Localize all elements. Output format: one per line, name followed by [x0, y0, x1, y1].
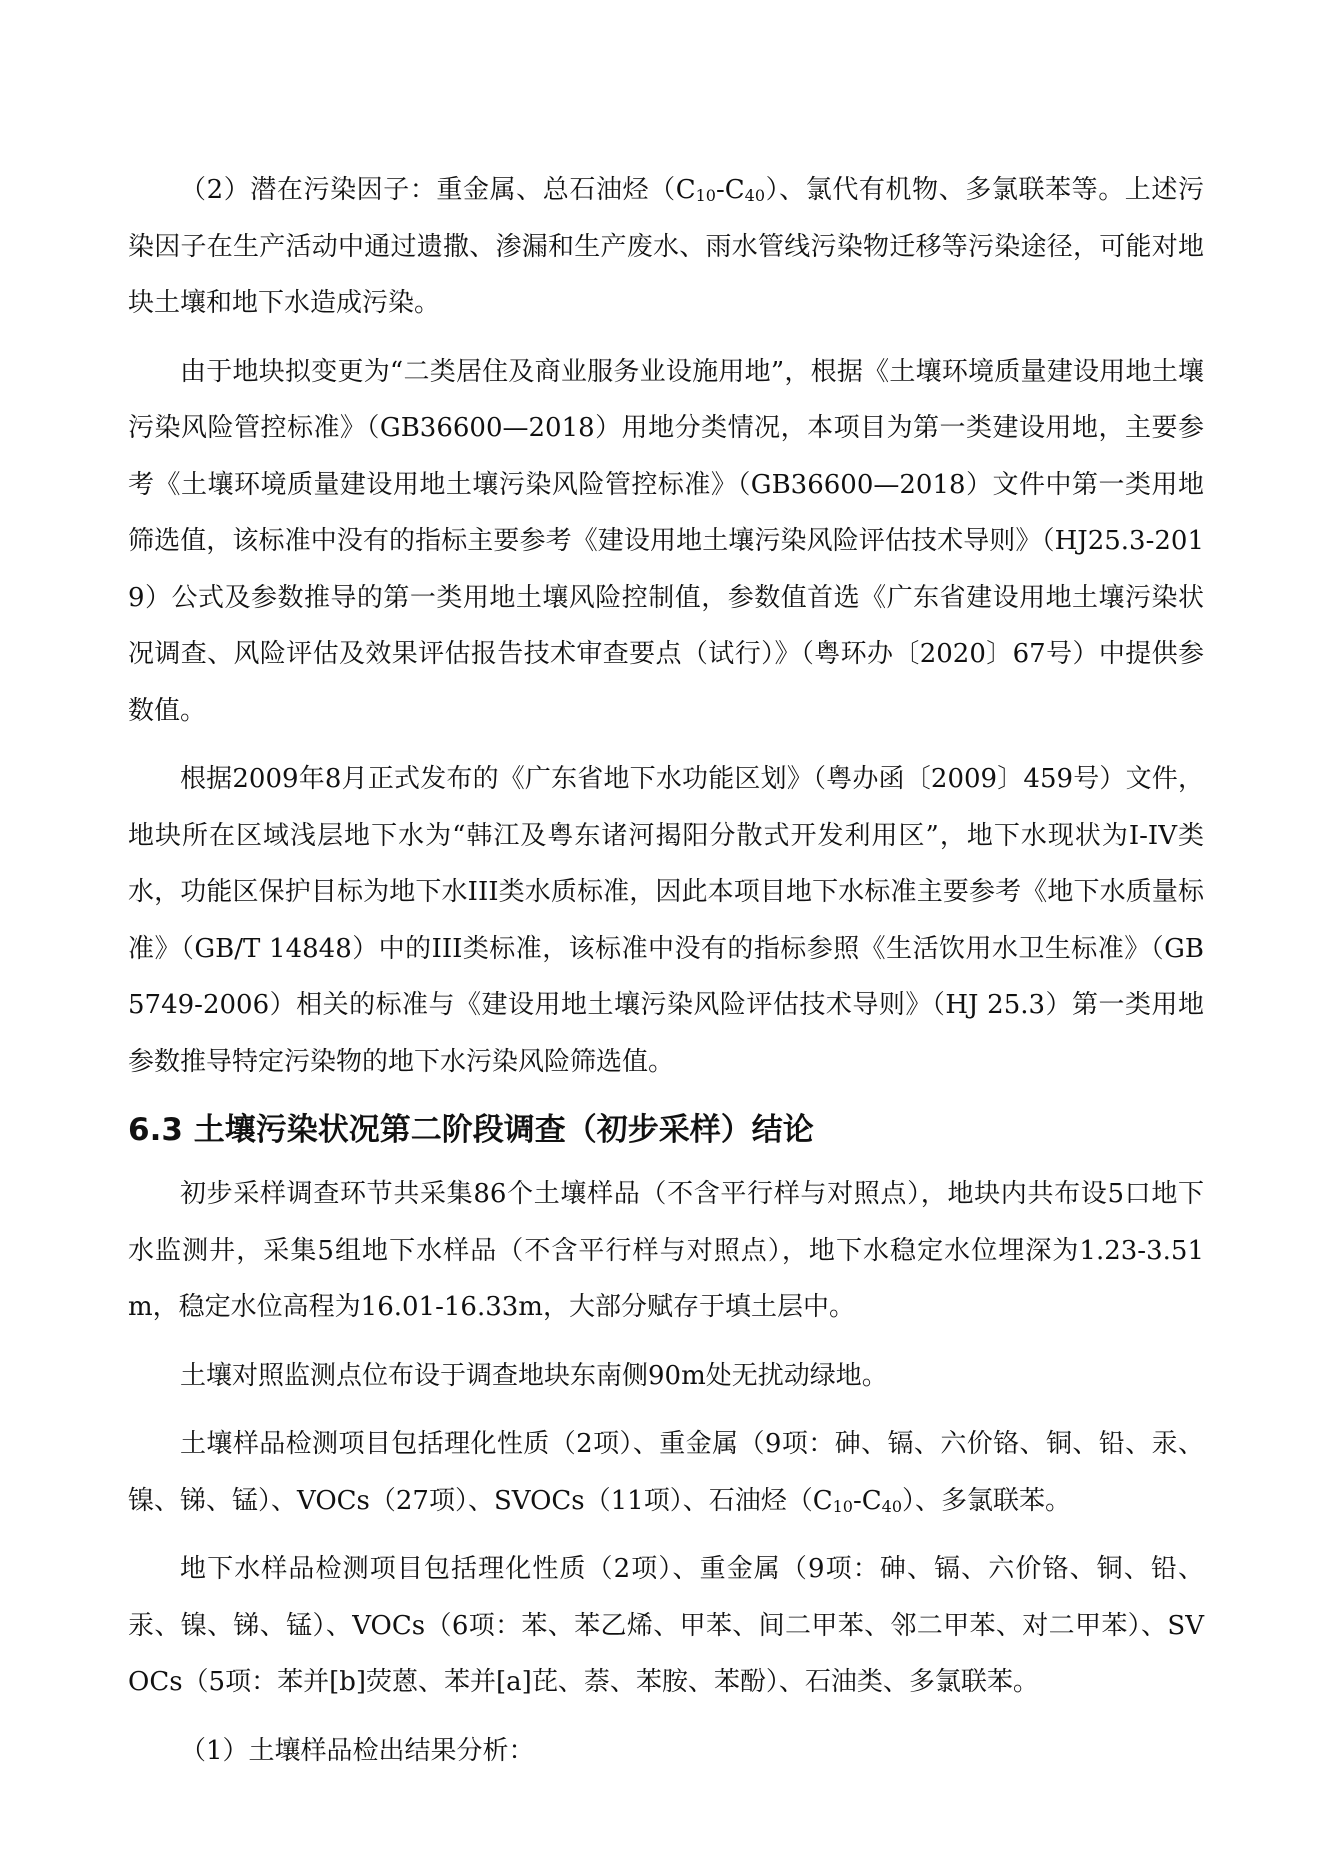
paragraph-sampling-summary: 初步采样调查环节共采集86个土壤样品（不含平行样与对照点），地块内共布设5口地下水监测井，采集5组地下水样品（不含平行样与对照点），地下水稳定水位埋深为1.23-3.51m，稳定水位高程为16.01-16.33m，大部分赋存于填土层中。: [128, 1179, 1204, 1322]
paragraph-potential-pollutants: （2）潜在污染因子：重金属、总石油烃$(C_{10}-C_{40})$、氯代有机物、多氯联苯等。上述污染因子在生产活动中通过遗撒、渗漏和生产废水、雨水管线污染物迁移等污染途径，可能对地块土壤和地下水造成污染。: [128, 175, 1204, 318]
paragraph-soil-standard: 由于地块拟变更为“二类居住及商业服务业设施用地”，根据《土壤环境质量建设用地土壤污染风险管控标准》（GB36600—2018）用地分类情况，本项目为第一类建设用地，主要参考《土壤环境质量建设用地土壤污染风险管控标准》（GB36600—2018）文件中第一类用地筛选值，该标准中没有的指标主要参考《建设用地土壤污染风险评估技术导则》（HJ25.3-2019）公式及参数推导的第一类用地土壤风险控制值，参数值首选《广东省建设用地土壤污染状况调查、风险评估及效果评估报告技术审查要点（试行）》（粤环办〔2020〕67号）中提供参数值。: [128, 356, 1204, 726]
paragraph-groundwater-items: 地下水样品检测项目包括理化性质（2项）、重金属（9项：砷、镉、六价铬、铜、铅、汞、镍、锑、锰）、VOCs（6项：苯、苯乙烯、甲苯、间二甲苯、邻二甲苯、对二甲苯）、SVOCs（5项：苯并[b]荧蒽、苯并[a]芘、萘、苯胺、苯酚）、石油类、多氯联苯。: [128, 1554, 1204, 1697]
section-heading: 6.3 土壤污染状况第二阶段调查（初步采样）结论: [128, 1112, 814, 1148]
document-page: [128, 162, 1204, 1779]
paragraph-groundwater-standard: 根据2009年8月正式发布的《广东省地下水功能区划》（粤办函〔2009〕459号）文件，地块所在区域浅层地下水为“韩江及粤东诸河揭阳分散式开发利用区”，地下水现状为I-IV类水，功能区保护目标为地下水III类水质标准，因此本项目地下水标准主要参考《地下水质量标准》（GB/T 14848）中的III类标准，该标准中没有的指标参照《生活饮用水卫生标准》（GB 5749-2006）相关的标准与《建设用地土壤污染风险评估技术导则》（HJ 25.3）第一类用地参数推导特定污染物的地下水污染风险筛选值。: [128, 764, 1204, 1077]
paragraph-control-point: 土壤对照监测点位布设于调查地块东南侧90m处无扰动绿地。: [180, 1360, 888, 1391]
paragraph-soil-items: 土壤样品检测项目包括理化性质（2项）、重金属（9项：砷、镉、六价铬、铜、铅、汞、镍、锑、锰）、VOCs（27项）、SVOCs（11项）、石油烃$(C_{10}-C_{40})$、多氯联苯。: [128, 1429, 1204, 1516]
paragraph-soil-results-title: （1）土壤样品检出结果分析：: [180, 1735, 535, 1766]
